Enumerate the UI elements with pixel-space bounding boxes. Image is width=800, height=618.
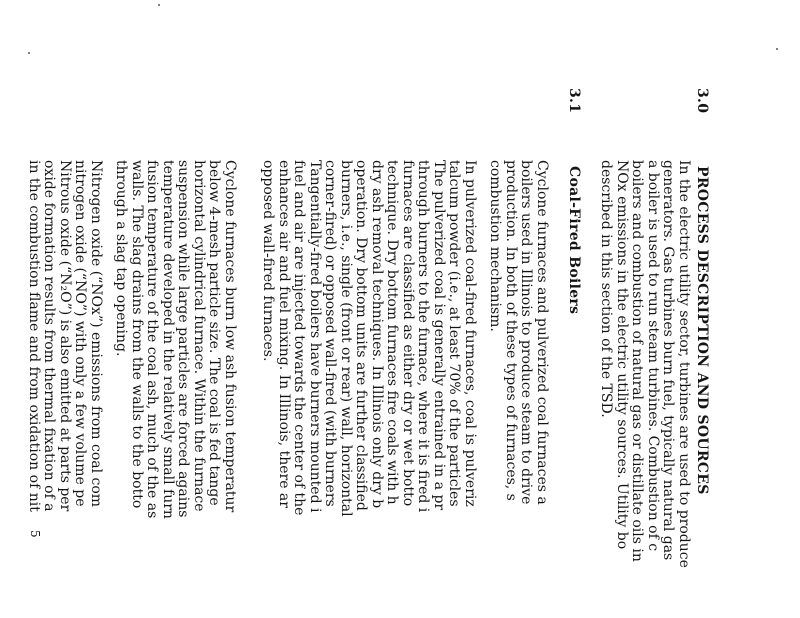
- paragraph-pulverized: [260, 160, 477, 517]
- text-line: technique. Dry bottom furnaces fire coals with h: [384, 160, 401, 505]
- text-line: Cyclone furnaces burn low ash fusion temperatur: [222, 160, 238, 513]
- text-line: through a slag tap opening.: [113, 160, 130, 357]
- section-number: 3.0: [694, 88, 710, 114]
- text-line: boilers and combustion of natural gas or distillate oils in: [629, 160, 646, 562]
- text-line: Nitrogen oxide (“NOx”) emissions from coal com: [88, 160, 104, 508]
- text-line: below 4-mesh particle size. The coal is fed tange: [206, 160, 223, 506]
- text-line: boilers used in Illinois to produce steam to drive: [518, 160, 535, 505]
- text-line: fusion temperature of the coal ash, much of the as: [144, 160, 161, 519]
- text-line: described in this section of the TSD.: [598, 160, 615, 418]
- text-line: In the electric utility sector, turbines are used to produce: [676, 160, 692, 568]
- text-line: Cyclone furnaces and pulverized coal furnaces a: [534, 160, 550, 505]
- section-heading: [694, 88, 710, 495]
- text-line: production. In both of these types of furnaces, s: [503, 160, 519, 501]
- section-title: PROCESS DESCRIPTION AND SOURCES: [694, 166, 710, 495]
- text-line: temperature developed in the relatively small furn: [160, 160, 176, 519]
- paragraph-intro: [598, 160, 691, 568]
- scan-speck: [28, 52, 30, 54]
- section-heading: [566, 88, 582, 314]
- page-number: 5: [28, 530, 42, 538]
- text-line: operation. Dry bottom units are further classified: [353, 160, 370, 511]
- text-line: corner-fired) or opposed wall-fired (with burners: [322, 160, 339, 507]
- section-number: 3.1: [566, 88, 582, 114]
- text-line: horizontal cylindrical furnace. Within the furnace: [191, 160, 207, 512]
- text-line: burners, i.e., single (front or rear) wall, horizontal: [338, 160, 354, 517]
- text-line: oxide formation results from thermal fixation of a: [41, 160, 58, 512]
- text-line: through burners to the furnace, where it is fired i: [415, 160, 432, 513]
- section-title: Coal-Fired Boilers: [566, 166, 582, 315]
- text-line: walls. The slag drains from the walls to the botto: [129, 160, 145, 509]
- text-line: dry ash removal techniques. In Illinois only dry b: [369, 160, 385, 509]
- text-line: suspension while large particles are forced agains: [175, 160, 192, 518]
- scan-speck: [158, 4, 160, 6]
- text-line: NOx emissions in the electric utility sources. Utility bo: [614, 160, 630, 550]
- text-line: In pulverized coal-fired furnaces, coal is pulveriz: [462, 160, 478, 507]
- text-line: Tangentially-fired boilers have burners mounted i: [307, 160, 323, 513]
- text-line: fuel and air are injected towards the center of the: [291, 160, 308, 516]
- text-line: Nitrous oxide (“N₂O”) is also emitted at parts per: [57, 160, 73, 512]
- text-line: nitrogen oxide (“NO”) with only a few volume pe: [72, 160, 89, 507]
- text-line: opposed wall-fired furnaces.: [260, 160, 277, 362]
- text-line: generators. Gas turbines burn fuel, typically natural gas: [660, 160, 677, 561]
- text-line: in the combustion flame and from oxidation of nit: [26, 160, 42, 512]
- text-line: combustion mechanism.: [487, 160, 504, 332]
- paragraph-cyclone: [113, 160, 237, 519]
- text-line: enhances air and fuel mixing. In Illinois, there ar: [276, 160, 292, 508]
- text-line: The pulverized coal is generally entrained in a pr: [431, 160, 447, 511]
- paragraph-nox: [26, 160, 104, 512]
- scan-speck: [776, 48, 778, 50]
- paragraph-boiler-types: [487, 160, 549, 505]
- text-line: talcum powder (i.e., at least 70% of the particles: [446, 160, 463, 507]
- text-line: furnaces are classified as either dry or wet botto: [400, 160, 416, 507]
- text-line: a boiler is used to run steam turbines. Combustion of c: [645, 160, 661, 552]
